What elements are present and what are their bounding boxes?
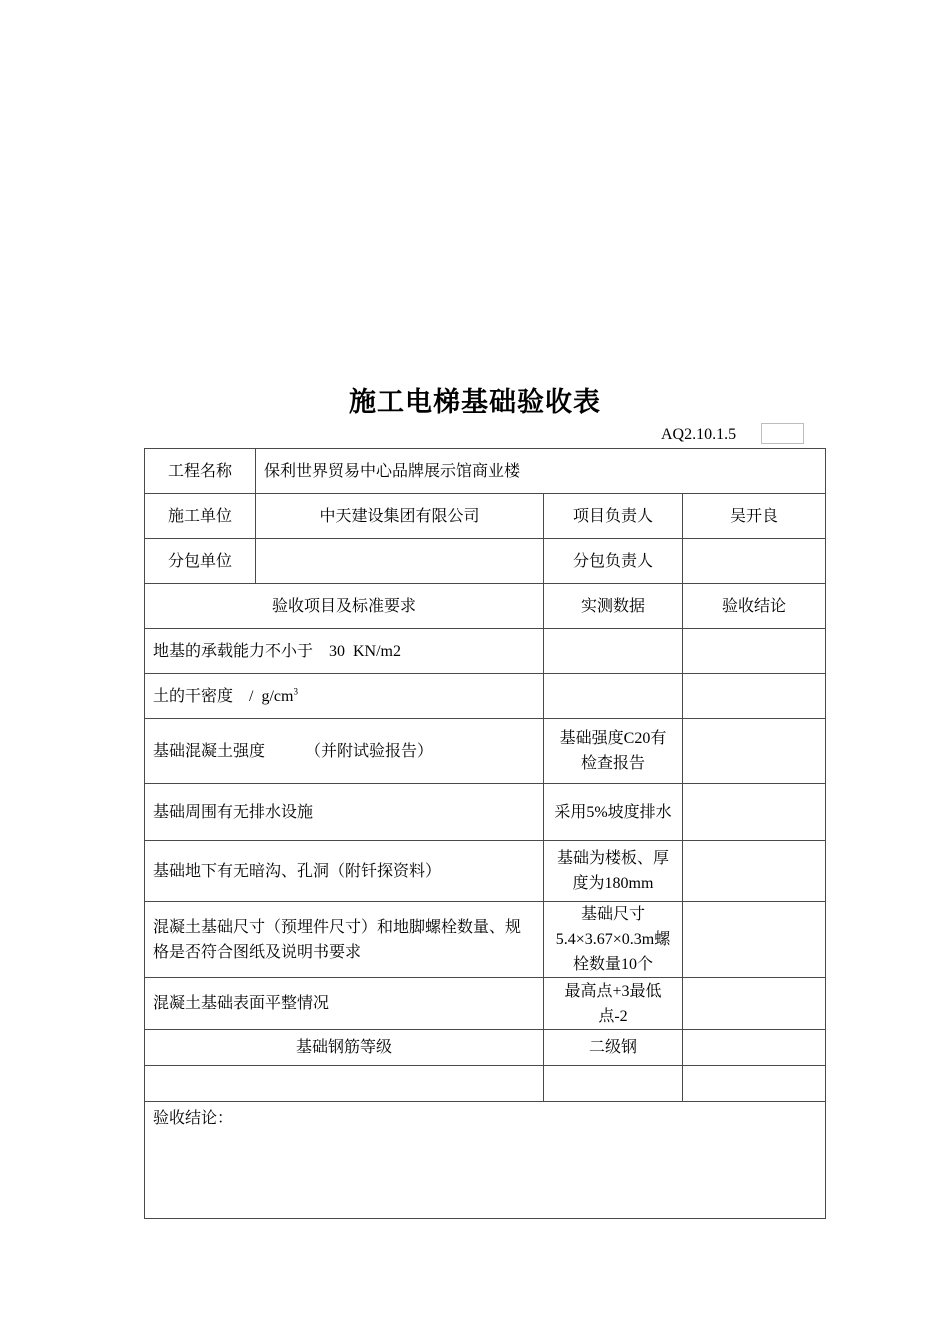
row-item-note: （并附试验报告） (305, 742, 434, 760)
column-header-result: 验收结论 (683, 584, 826, 629)
table-row (145, 784, 826, 841)
table-row (145, 978, 826, 1030)
project-name-row (145, 449, 826, 494)
project-manager-label: 项目负责人 (544, 494, 683, 539)
sub-manager-value (683, 539, 826, 584)
row-measured: 基础尺寸5.4×3.67×0.3m螺栓数量10个 (544, 902, 683, 978)
row-result (683, 1066, 826, 1102)
page-title: 施工电梯基础验收表 (349, 387, 601, 417)
row-item (145, 1066, 544, 1102)
conclusion-label: 验收结论： (145, 1102, 826, 1219)
project-name-label: 工程名称 (145, 449, 256, 494)
row-item-superscript: 3 (293, 686, 298, 697)
row-result (683, 719, 826, 784)
row-result (683, 841, 826, 902)
row-measured: 基础强度C20有检查报告 (544, 719, 683, 784)
row-result (683, 902, 826, 978)
conclusion-row (145, 1102, 826, 1219)
table-row (145, 902, 826, 978)
subcontractor-row (145, 539, 826, 584)
row-measured (544, 674, 683, 719)
form-code: AQ2.10.1.5 (661, 426, 737, 443)
subcontractor-value (256, 539, 544, 584)
row-result (683, 629, 826, 674)
contractor-label: 施工单位 (145, 494, 256, 539)
row-measured: 二级钢 (544, 1030, 683, 1066)
row-item-text: 土的干密度 / g/cm (153, 687, 294, 705)
row-measured (544, 1066, 683, 1102)
contractor-value: 中天建设集团有限公司 (256, 494, 544, 539)
table-row (145, 841, 826, 902)
row-item: 混凝土基础表面平整情况 (145, 978, 544, 1030)
table-row (145, 1030, 826, 1066)
table-row (145, 629, 826, 674)
row-measured (544, 629, 683, 674)
column-header-measured: 实测数据 (544, 584, 683, 629)
row-item (145, 674, 544, 719)
row-result (683, 978, 826, 1030)
column-header-item: 验收项目及标准要求 (145, 584, 544, 629)
row-result (683, 784, 826, 841)
row-item: 基础地下有无暗沟、孔洞（附钎探资料） (145, 841, 544, 902)
sub-manager-label: 分包负责人 (544, 539, 683, 584)
row-result (683, 674, 826, 719)
table-row (145, 1066, 826, 1102)
row-measured: 最高点+3最低点-2 (544, 978, 683, 1030)
row-measured: 采用5%坡度排水 (544, 784, 683, 841)
row-item-text: 基础混凝土强度 (153, 742, 266, 760)
project-manager-value: 吴开良 (683, 494, 826, 539)
row-result (683, 1030, 826, 1066)
table-row (145, 719, 826, 784)
row-item: 地基的承载能力不小于 30 KN/m2 (145, 629, 544, 674)
row-item: 基础周围有无排水设施 (145, 784, 544, 841)
column-header-row (145, 584, 826, 629)
table-row (145, 674, 826, 719)
form-code-box (761, 423, 804, 444)
project-name-value: 保利世界贸易中心品牌展示馆商业楼 (256, 449, 826, 494)
row-item: 基础钢筋等级 (145, 1030, 544, 1066)
acceptance-form-table (144, 448, 826, 1219)
row-item: 混凝土基础尺寸（预埋件尺寸）和地脚螺栓数量、规格是否符合图纸及说明书要求 (145, 902, 544, 978)
row-measured: 基础为楼板、厚度为180mm (544, 841, 683, 902)
row-item (145, 719, 544, 784)
contractor-row (145, 494, 826, 539)
subcontractor-label: 分包单位 (145, 539, 256, 584)
